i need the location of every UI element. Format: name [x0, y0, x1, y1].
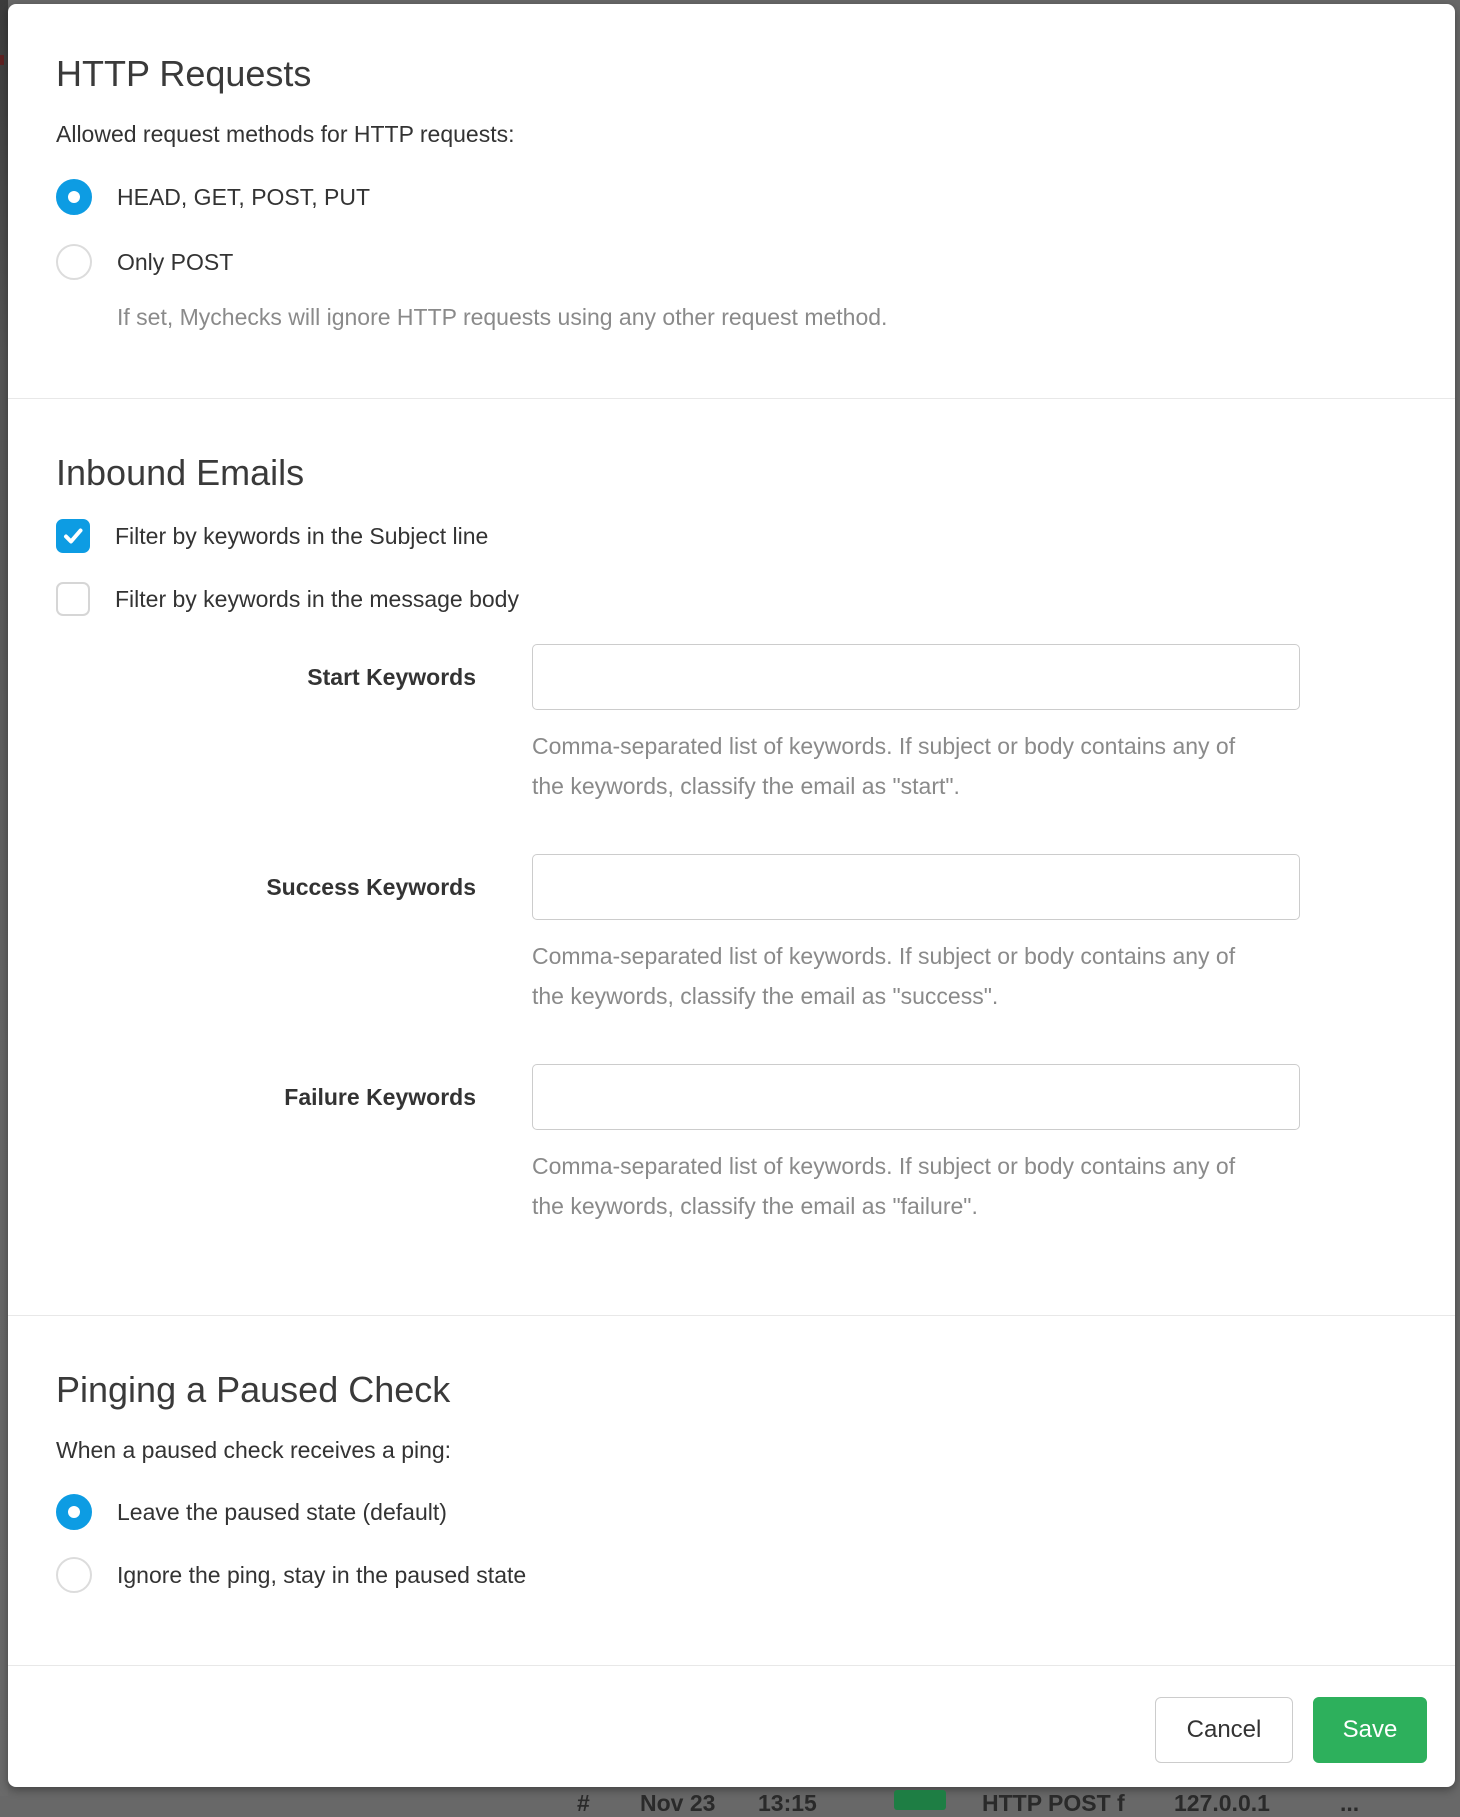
checkbox-row-body[interactable]	[56, 582, 1407, 616]
background-fragment: 127.0.0.1	[1174, 1790, 1270, 1816]
radio-label[interactable]: Ignore the ping, stay in the paused state	[117, 1561, 527, 1588]
failure-keywords-input[interactable]	[532, 1064, 1300, 1130]
background-log-row	[0, 1787, 1460, 1816]
start-keywords-help: Comma-separated list of keywords. If subject or body contains any of the keywords, classify the email as "start".	[532, 733, 1236, 799]
radio-row-only-post[interactable]	[56, 244, 1407, 280]
success-keywords-help: Comma-separated list of keywords. If subject or body contains any of the keywords, classify the email as "success".	[532, 943, 1236, 1009]
form-row-start-keywords	[56, 644, 1407, 710]
background-status-badge	[894, 1790, 946, 1810]
backdrop-left-edge	[0, 0, 8, 1796]
background-fragment: 13:15	[758, 1790, 817, 1816]
checkbox-label[interactable]: Filter by keywords in the Subject line	[115, 522, 489, 549]
radio-button-only-post[interactable]	[56, 244, 92, 280]
pinging-paused-subtitle: When a paused check receives a ping:	[56, 1437, 452, 1463]
success-keywords-label: Success Keywords	[266, 873, 476, 900]
backdrop-artifact	[0, 55, 4, 65]
checkmark-icon	[61, 524, 85, 548]
radio-button-leave-paused[interactable]	[56, 1494, 92, 1530]
start-keywords-label: Start Keywords	[307, 663, 476, 690]
radio-label[interactable]: Leave the paused state (default)	[117, 1498, 447, 1525]
cancel-button[interactable]: Cancel	[1155, 1697, 1293, 1763]
background-fragment: Nov 23	[640, 1790, 716, 1816]
radio-row-leave-paused[interactable]	[56, 1494, 1407, 1530]
checkbox-label[interactable]: Filter by keywords in the message body	[115, 585, 519, 612]
inbound-emails-title: Inbound Emails	[56, 452, 305, 493]
radio-button-ignore-ping[interactable]	[56, 1557, 92, 1593]
checkbox-filter-body[interactable]	[56, 582, 90, 616]
background-fragment: ...	[1340, 1790, 1360, 1816]
success-keywords-input[interactable]	[532, 854, 1300, 920]
section-http-requests	[8, 4, 1455, 399]
settings-dialog	[8, 4, 1455, 1787]
checkbox-row-subject[interactable]	[56, 519, 1407, 553]
http-requests-title: HTTP Requests	[56, 53, 312, 94]
form-row-success-keywords	[56, 854, 1407, 920]
radio-row-methods-all[interactable]	[56, 179, 1407, 215]
only-post-help-text: If set, Mychecks will ignore HTTP requests using any other request method.	[117, 304, 888, 330]
dialog-footer	[8, 1666, 1455, 1787]
section-inbound-emails	[8, 399, 1455, 1316]
section-pinging-paused	[8, 1316, 1455, 1666]
failure-keywords-help: Comma-separated list of keywords. If subject or body contains any of the keywords, classify the email as "failure".	[532, 1153, 1236, 1219]
failure-keywords-label: Failure Keywords	[284, 1083, 476, 1110]
radio-label[interactable]: Only POST	[117, 248, 234, 275]
save-button[interactable]: Save	[1313, 1697, 1427, 1763]
background-fragment: HTTP POST f	[982, 1790, 1125, 1816]
radio-label[interactable]: HEAD, GET, POST, PUT	[117, 183, 371, 210]
http-requests-subtitle: Allowed request methods for HTTP requests:	[56, 121, 515, 147]
start-keywords-input[interactable]	[532, 644, 1300, 710]
checkbox-filter-subject[interactable]	[56, 519, 90, 553]
radio-button-methods-all[interactable]	[56, 179, 92, 215]
form-row-failure-keywords	[56, 1064, 1407, 1130]
background-fragment: #	[577, 1790, 590, 1816]
radio-row-ignore-ping[interactable]	[56, 1557, 1407, 1593]
pinging-paused-title: Pinging a Paused Check	[56, 1369, 451, 1410]
